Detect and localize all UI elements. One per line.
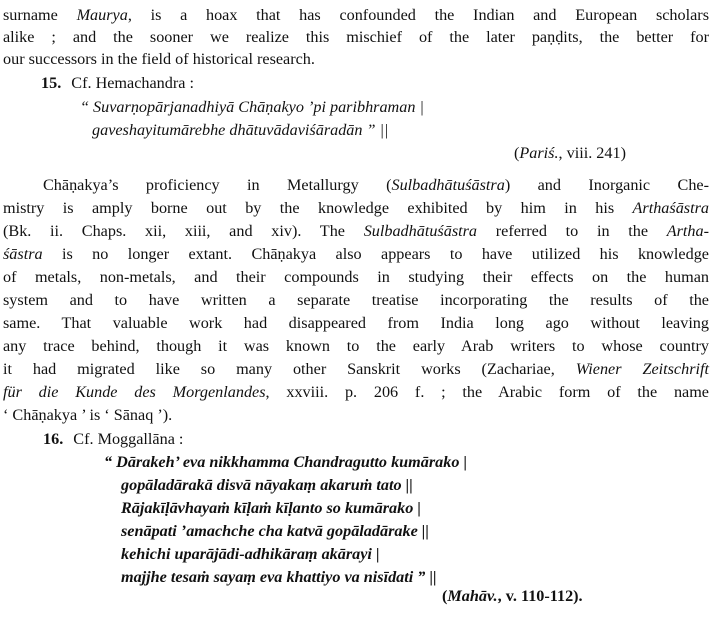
note-16-verse-4: senāpati ’amachche cha katvā gopāladārake || [121,522,429,540]
paragraph-line-3: (Bk. ii. Chaps. xii, xiii, and xiv). The Sulbadhātuśāstra referred to in the Artha- [3,222,709,240]
note-16-verse-1: “ Dārakeh’ eva nikkhamma Chandragutto kumārako | [104,453,468,471]
paragraph-line-10: für die Kunde des Morgenlandes, xxviii. p. 206 f. ; the Arabic form of the name [3,383,709,401]
note-16-verse-2: gopāladārakā disvā nāyakaṃ akaruṁ tato || [121,476,413,494]
note-16-heading [43,428,183,450]
paragraph-line-8: any trace behind, though it was known to the early Arab writers to whose country [3,337,709,355]
paragraph-line-11: ‘ Chāṇakya ’ is ‘ Sānaq ’). [3,406,173,424]
note-15-citation: (Pariś., viii. 241) [514,144,626,162]
note-label: Cf. Hemachandra : [71,74,194,92]
note-15-heading [41,72,194,94]
paragraph-line-2: mistry is amply borne out by the knowledge exhibited by him in his Arthaśāstra [3,199,709,217]
paragraph-line-6: system and to have written a separate treatise incorporating the results of the [3,291,709,309]
paragraph-line-4: śāstra is no longer extant. Chāṇakya also appears to have utilized his knowledge [3,245,709,263]
paragraph-line-1: Chāṇakya’s proficiency in Metallurgy (Sulbadhātuśāstra) and Inorganic Che- [43,176,709,194]
paragraph-line-7: same. That valuable work had disappeared from India long ago without leaving [3,314,709,332]
paragraph-line-5: of metals, non-metals, and their compounds in studying their effects on the human [3,268,709,286]
note-16-citation: (Mahāv., v. 110-112). [442,587,583,605]
note-15-verse-2: gaveshayitumārebhe dhātuvādaviśāradān ” || [92,121,389,139]
note-label: Cf. Moggallāna : [73,430,184,448]
intro-line-3: our successors in the field of historical research. [3,50,315,68]
intro-line-2: alike ; and the sooner we realize this mischief of the later paṇḍits, the better for [3,28,709,46]
maurya-term: Maurya [76,6,128,24]
note-16-verse-3: Rājakīḷāvhayaṁ kīḷaṁ kīḷanto so kumārako | [121,499,421,517]
paragraph-line-9: it had migrated like so many other Sanskrit works (Zachariae, Wiener Zeitschrift [3,360,709,378]
note-16-verse-5: kehichi uparājādi-adhikāraṃ akārayi | [121,545,380,563]
note-number: 15. [41,74,62,92]
note-15-verse-1: “ Suvarṇopārjanadhiyā Chāṇakyo ’pi paribhraman | [80,98,424,116]
intro-line-1: surname Maurya, is a hoax that has confounded the Indian and European scholars [3,6,709,24]
note-number: 16. [43,430,64,448]
note-16-verse-6: majjhe tesaṁ sayaṃ eva khattiyo va nisīdati ” || [121,568,437,586]
